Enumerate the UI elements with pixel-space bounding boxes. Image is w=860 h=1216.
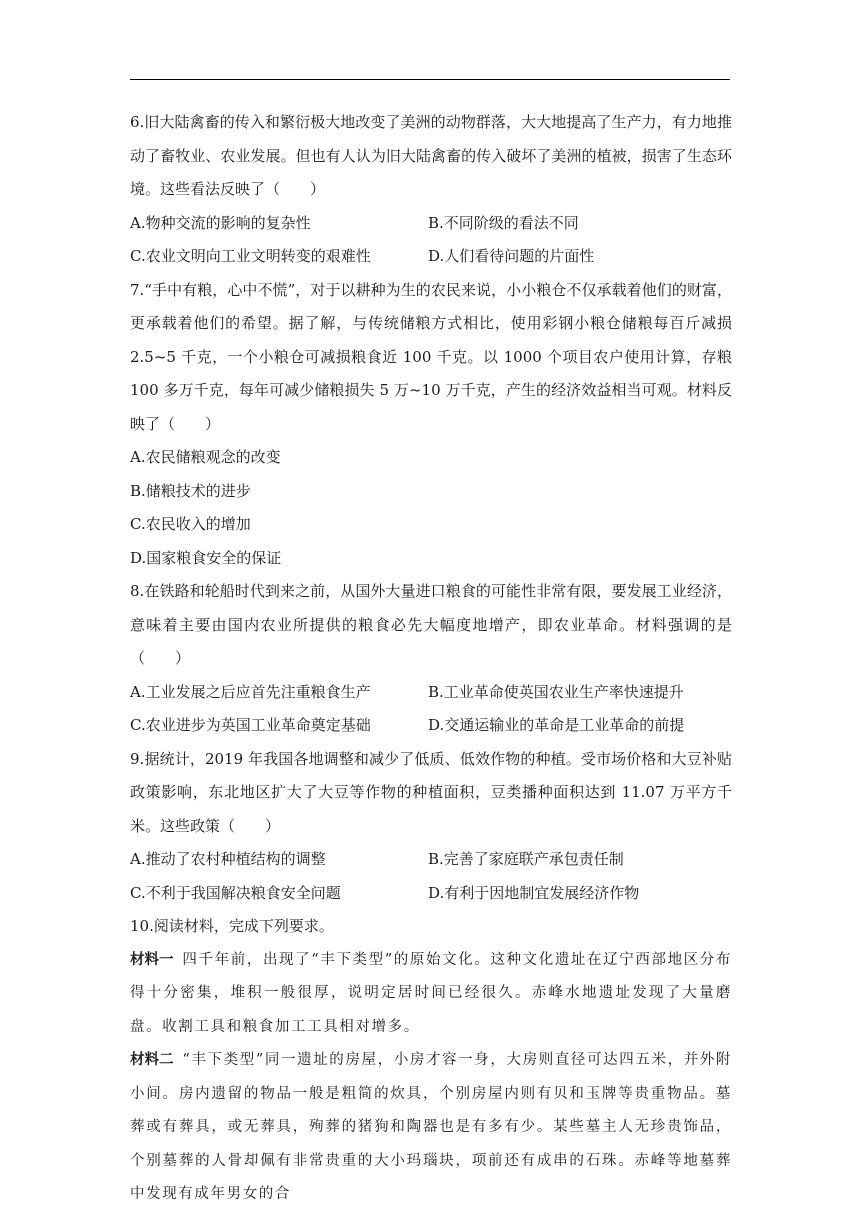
question-9-options-row-2 [130,877,732,911]
question-6-option-c: C.农业文明向工业文明转变的艰难性 [130,247,371,265]
question-6-options-row-2 [130,240,732,274]
question-6-options-row-1 [130,207,732,241]
question-9-option-d: D.有利于因地制宜发展经济作物 [428,883,640,902]
question-7-stem: 7.“手中有粮，心中不慌”，对于以耕种为生的农民来说，小小粮仓不仅承载着他们的财富，更承载着他们的希望。据了解，与传统储粮方式相比，使用彩钢小粮仓储粮每百斤减损 2.5~5 千克，一个小粮仓可减损粮食近 100 千克。以 1000 个项目农户使用计算，存粮 100 多万千克，每年可减少储粮损失 5 万~10 万千克，产生的经济效益相当可观。材料反映了（ ） [130,280,732,433]
question-6-option-a: A.物种交流的影响的复杂性 [130,213,311,232]
question-8-option-b: B.工业革命使英国农业生产率快速提升 [428,682,684,701]
question-7-option-b: B.储粮技术的进步 [130,481,251,500]
question-8-option-c: C.农业进步为英国工业革命奠定基础 [130,716,371,734]
question-6-stem: 6.旧大陆禽畜的传入和繁衍极大地改变了美洲的动物群落，大大地提高了生产力，有力地推动了畜牧业、农业发展。但也有人认为旧大陆禽畜的传入破坏了美洲的植被，损害了生态环境。这些看法反映了（ ） [130,113,732,198]
question-8-option-d: D.交通运输业的革命是工业革命的前提 [428,716,685,734]
question-9-stem: 9.据统计，2019 年我国各地调整和减少了低质、低效作物的种植。受市场价格和大豆补贴政策影响，东北地区扩大了大豆等作物的种植面积，豆类播种面积达到 11.07 万平方千米。这些政策（ ） [130,749,732,835]
question-7-option-a: A.农民储粮观念的改变 [130,448,281,466]
question-10-stem: 10.阅读材料，完成下列要求。 [130,917,334,935]
material-2 [130,1044,732,1212]
question-9-option-a: A.推动了农村种植结构的调整 [130,850,326,868]
question-8 [130,575,732,743]
question-content [130,106,732,1212]
question-9-option-b: B.完善了家庭联产承包责任制 [428,850,624,868]
material-2-text: “丰下类型”同一遗址的房屋，小房才容一身，大房则直径可达四五米，并外附小间。房内遗留的物品一般是粗简的炊具，个别房屋内则有贝和玉牌等贵重物品。墓葬或有葬具，或无葬具，殉葬的猪狗和陶器也是有多有少。某些墓主人无珍贵饰品，个别墓葬的人骨却佩有非常贵重的大小玛瑙块，项前还有成串的石珠。赤峰等地墓葬中发现有成年男女的合 [130,1052,733,1202]
question-7 [130,274,732,576]
question-7-option-c: C.农民收入的增加 [130,515,251,533]
question-9 [130,743,732,911]
material-1-text: 四千年前，出现了“丰下类型”的原始文化。这种文化遗址在辽宁西部地区分布得十分密集，堆积一般很厚，说明定居时间已经很久。赤峰水地遗址发现了大量磨盘。收割工具和粮食加工工具相对增多。 [130,951,733,1035]
question-10 [130,910,732,1212]
question-9-options-row-1 [130,843,732,877]
material-1-label: 材料一 [130,951,174,968]
header-rule [130,79,730,80]
question-8-option-a: A.工业发展之后应首先注重粮食生产 [130,682,371,701]
question-6 [130,106,732,274]
question-6-option-d: D.人们看待问题的片面性 [428,247,595,265]
question-9-option-c: C.不利于我国解决粮食安全问题 [130,883,341,902]
material-2-label: 材料二 [130,1052,174,1068]
question-7-option-d: D.国家粮食安全的保证 [130,548,282,567]
question-8-options-row-2 [130,709,732,743]
question-8-options-row-1 [130,676,732,710]
question-6-option-b: B.不同阶级的看法不同 [428,213,579,232]
material-1 [130,944,732,1045]
question-8-stem: 8.在铁路和轮船时代到来之前，从国外大量进口粮食的可能性非常有限，要发展工业经济，意味着主要由国内农业所提供的粮食必先大幅度地增产，即农业革命。材料强调的是（ ） [130,582,732,667]
